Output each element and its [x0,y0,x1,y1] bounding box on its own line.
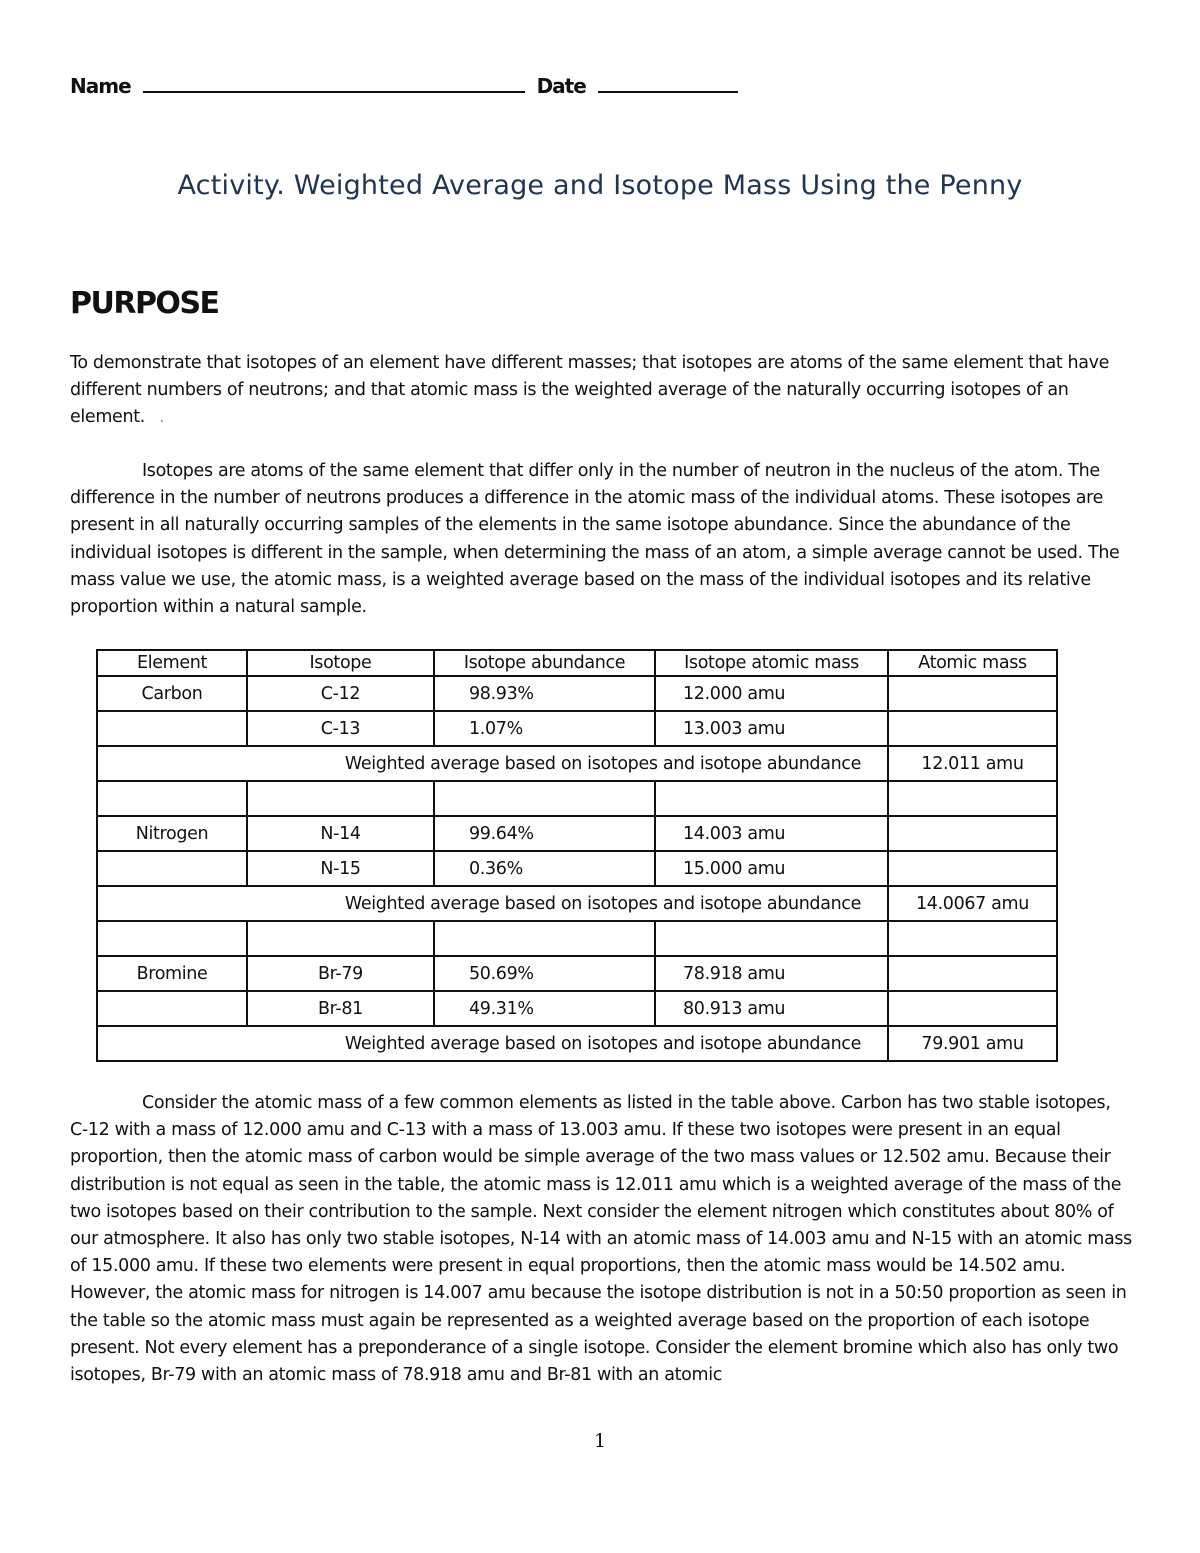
empty-cell [434,781,655,816]
name-date-line [70,74,744,98]
element-cell: Carbon [97,676,247,711]
isotope-cell: C-12 [247,676,434,711]
isotope-mass-cell: 14.003 amu [655,816,888,851]
date-label: Date [536,74,586,98]
name-label: Name [70,74,131,98]
element-cell [97,711,247,746]
table-row [97,711,1057,746]
header-isotope-abundance: Isotope abundance [434,650,655,676]
discussion-paragraph [70,1090,1132,1389]
abundance-cell: 1.07% [434,711,655,746]
element-cell: Bromine [97,956,247,991]
empty-cell [888,781,1057,816]
table-row [97,816,1057,851]
weighted-average-row [97,1026,1057,1061]
empty-cell [655,781,888,816]
element-cell [97,851,247,886]
table-header-row [97,650,1057,676]
isotope-cell: C-13 [247,711,434,746]
header-element: Element [97,650,247,676]
empty-cell [888,921,1057,956]
date-blank[interactable] [598,89,738,93]
atomic-mass-cell [888,711,1057,746]
empty-cell [247,781,434,816]
stray-mark: . [158,407,165,428]
abundance-cell: 0.36% [434,851,655,886]
purpose-heading: PURPOSE [70,286,219,321]
isotope-table [96,649,1058,1062]
weighted-average-row [97,886,1057,921]
isotope-mass-cell: 12.000 amu [655,676,888,711]
blank-row [97,921,1057,956]
atomic-mass-cell [888,816,1057,851]
isotope-mass-cell: 78.918 amu [655,956,888,991]
atomic-mass-cell [888,676,1057,711]
intro-paragraph [70,458,1132,621]
weighted-average-label: Weighted average based on isotopes and isotope abundance [97,886,888,921]
weighted-average-label: Weighted average based on isotopes and isotope abundance [97,1026,888,1061]
weighted-average-row [97,746,1057,781]
table-row [97,991,1057,1026]
isotope-cell: N-14 [247,816,434,851]
isotope-cell: Br-81 [247,991,434,1026]
weighted-average-value: 12.011 amu [888,746,1057,781]
weighted-average-value: 79.901 amu [888,1026,1057,1061]
purpose-text: To demonstrate that isotopes of an element have different masses; that isotopes are atoms of the same element that have different numbers of neutrons; and that atomic mass is the weighted average of the naturally occurring isotopes of an element. [70,353,1110,428]
isotope-cell: N-15 [247,851,434,886]
element-cell: Nitrogen [97,816,247,851]
abundance-cell: 99.64% [434,816,655,851]
element-cell [97,991,247,1026]
empty-cell [97,921,247,956]
empty-cell [434,921,655,956]
table-row [97,956,1057,991]
table-row [97,676,1057,711]
abundance-cell: 49.31% [434,991,655,1026]
weighted-average-label: Weighted average based on isotopes and isotope abundance [97,746,888,781]
weighted-average-value: 14.0067 amu [888,886,1057,921]
isotope-mass-cell: 80.913 amu [655,991,888,1026]
atomic-mass-cell [888,956,1057,991]
empty-cell [97,781,247,816]
header-isotope-atomic-mass: Isotope atomic mass [655,650,888,676]
page-number: 1 [593,1430,607,1452]
empty-cell [247,921,434,956]
atomic-mass-cell [888,991,1057,1026]
header-atomic-mass: Atomic mass [888,650,1057,676]
document-title: Activity. Weighted Average and Isotope Mass Using the Penny [177,170,1023,201]
name-blank[interactable] [143,89,525,93]
header-isotope: Isotope [247,650,434,676]
empty-cell [655,921,888,956]
abundance-cell: 50.69% [434,956,655,991]
isotope-mass-cell: 15.000 amu [655,851,888,886]
discussion-text: Consider the atomic mass of a few common elements as listed in the table above. Carbon has two stable isotopes, C-12 with a mass of 12.000 amu and C-13 with a mass of 13.003 amu. If these two isotopes were present in an equal proportion, then the atomic mass of carbon would be simple average of the two mass values or 12.502 amu. Because their distribution is not equal as seen in the table, the atomic mass is 12.011 amu which is a weighted average of the mass of the two isotopes based on their contribution to the sample. Next consider the element nitrogen which constitutes about 80% of our atmosphere. It also has only two stable isotopes, N-14 with an atomic mass of 14.003 amu and N-15 with an atomic mass of 15.000 amu. If these two elements were present in equal proportions, then the atomic mass would be 14.502 amu. However, the atomic mass for nitrogen is 14.007 amu because the isotope distribution is not in a 50:50 proportion as seen in the table so the atomic mass must again be represented as a weighted average based on the proportion of each isotope present. Not every element has a preponderance of a single isotope. Consider the element bromine which also has only two isotopes, Br-79 with an atomic mass of 78.918 amu and Br-81 with an atomic [70,1093,1132,1386]
isotope-cell: Br-79 [247,956,434,991]
atomic-mass-cell [888,851,1057,886]
blank-row [97,781,1057,816]
isotope-mass-cell: 13.003 amu [655,711,888,746]
intro-text: Isotopes are atoms of the same element that differ only in the number of neutron in the nucleus of the atom. The difference in the number of neutrons produces a difference in the atomic mass of the individual atoms. These isotopes are present in all naturally occurring samples of the elements in the same isotope abundance. Since the abundance of the individual isotopes is different in the sample, when determining the mass of an atom, a simple average cannot be used. The mass value we use, the atomic mass, is a weighted average based on the mass of the individual isotopes and its relative proportion within a natural sample. [70,461,1120,618]
abundance-cell: 98.93% [434,676,655,711]
table-row [97,851,1057,886]
purpose-paragraph [70,350,1132,432]
